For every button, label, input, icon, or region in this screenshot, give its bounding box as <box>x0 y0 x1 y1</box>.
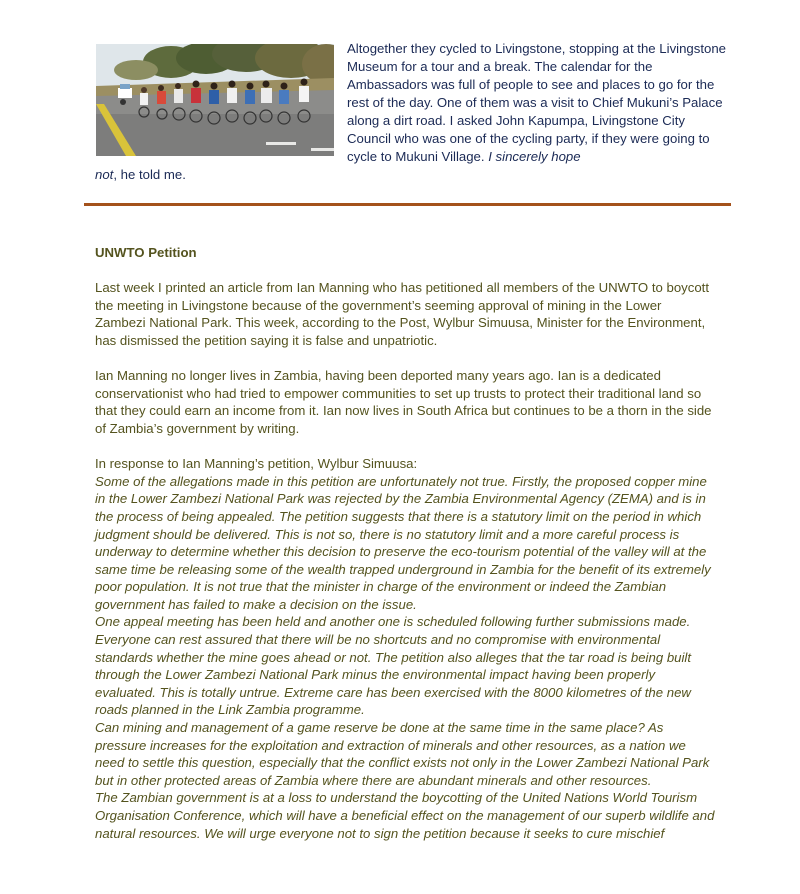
article-body <box>95 244 715 842</box>
intro-italic-end: not <box>95 167 114 182</box>
cyclists-photo-image <box>96 44 334 156</box>
quote-paragraph-2: One appeal meeting has been held and another one is scheduled following further submissions made. Everyone can rest assured that there will be no shortcuts and no compromise with environmental standards whether the mine goes ahead or not. The petition also alleges that the tar road is being built through the Lower Zambezi National Park minus the environmental impact having been properly evaluated. This is totally untrue. Extreme care has been exercised with the 8000 kilometres of the new roads planned in the Link Zambia programme. <box>95 614 692 718</box>
intro-text: Altogether they cycled to Livingstone, stopping at the Livingstone Museum for a tour and a break. The calendar for the Ambassadors was full of people to see and places to go for the rest of the day. One of them was a visit to Chief Mukuni’s Palace along a dirt road. I asked John Kapumpa, Livingstone City Council who was one of the cycling party, if they were going to cycle to Mukuni Village. <box>347 41 727 164</box>
quote-paragraph-4: The Zambian government is at a loss to understand the boycotting of the United Nations World Tourism Organisation Conference, which will have a beneficial effect on the management of our superb wildlife and natural resources. We will urge everyone not to sign the petition because it seeks to cure mischief <box>95 790 715 841</box>
quote-intro: In response to Ian Manning’s petition, Wylbur Simuusa: <box>95 456 418 472</box>
paragraph-2: Ian Manning no longer lives in Zambia, having been deported many years ago. Ian is a dedicated conservationist who had tried to empower communities to set up trusts to protect their traditional land so that they could earn an income from it. Ian now lives in South Africa but continues to be a thorn in the side of Zambia’s government by writing. <box>95 368 712 436</box>
paragraph-1: Last week I printed an article from Ian Manning who has petitioned all members of the UNWTO to boycott the meeting in Livingstone because of the government’s seeming approval of mining in the Lower Zambezi National Park. This week, according to the Post, Wylbur Simuusa, Minister for the Environment, has dismissed the petition saying it is false and unpatriotic. <box>95 280 710 348</box>
section-heading: UNWTO Petition <box>95 245 197 260</box>
intro-end-text: , he told me. <box>113 167 186 182</box>
quote-paragraph-3: Can mining and management of a game reserve be done at the same time in the same place? As pressure increases for the exploitation and extraction of minerals and other resources, as a nation we need to settle this question, especially that the conflict exists not only in the Lower Zambezi National Park but in other protected areas of Zambia where there are abundant minerals and other resources. <box>95 720 710 788</box>
intro-paragraph <box>347 40 727 166</box>
intro-italic-start: I sincerely hope <box>488 149 581 164</box>
section-divider <box>84 203 731 206</box>
quote-paragraph-1: Some of the allegations made in this petition are unfortunately not true. Firstly, the proposed copper mine in the Lower Zambezi National Park was rejected by the Zambia Environmental Agency (ZEMA) and is in the process of being appealed. The petition suggests that there is a statutory limit on the period in which judgment should be delivered. This is not so, there is no statutory limit and a more careful process is underway to determine whether this decision to preserve the eco-tourism potential of the valley will at the same time be releasing some of the wealth trapped underground in Zambia for the benefit of its extremely poor population. It is not true that the minister in charge of the environment or indeed the Zambian government has failed to make a decision on the issue. <box>95 473 711 612</box>
cyclists-photo <box>96 44 334 156</box>
intro-paragraph-tail <box>95 166 186 184</box>
